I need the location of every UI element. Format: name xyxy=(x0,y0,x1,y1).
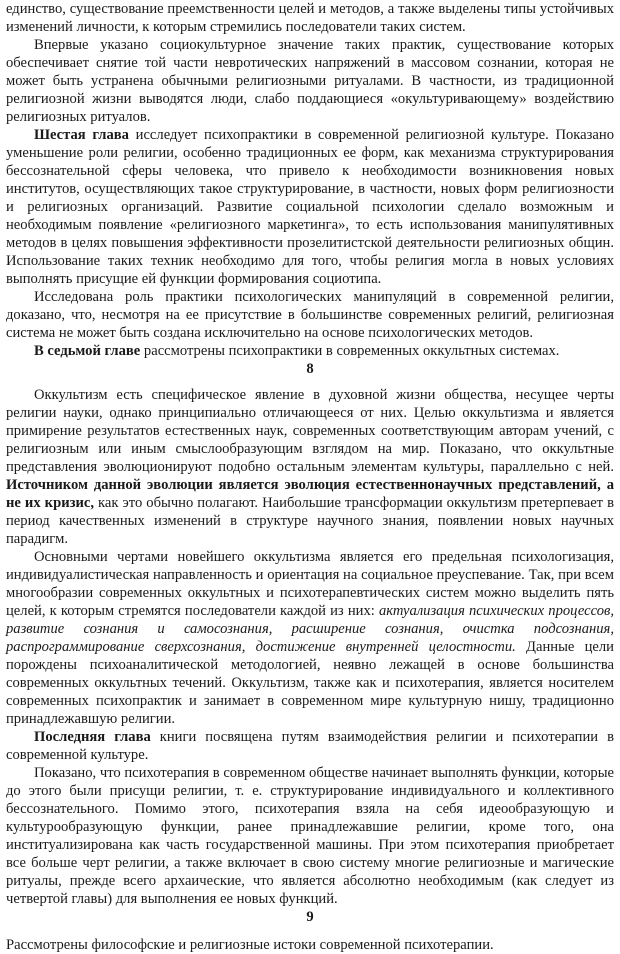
paragraph-continuation xyxy=(6,0,614,36)
emphasis-italic: актуализация психических процессов, развитие сознания и самосознания, расширение сознания, очистка подсознания, распрограммирование сверхсознания, достижение внутренней целостности. xyxy=(6,603,614,655)
document-page xyxy=(6,0,614,954)
emphasis-bold: Источником данной эволюции является эволюция естественнонаучных представлений, а не их кризис, xyxy=(6,477,614,511)
paragraph-origins xyxy=(6,936,614,954)
chapter-heading-inline: Последняя глава xyxy=(34,729,151,745)
paragraph-sociocultural xyxy=(6,36,614,126)
paragraph-text: книги посвящена путям взаимодействия религии и психотерапии в современной культуре. xyxy=(6,729,614,763)
paragraph-text: Исследована роль практики психологических манипуляций в современной религии, доказано, что, несмотря на ее присутствие в большинстве современных религий, религиозная система не может быть создана исключительно на основе психологических методов. xyxy=(6,289,614,341)
paragraph-last-chapter xyxy=(6,728,614,764)
paragraph-manipulation xyxy=(6,288,614,342)
paragraph-text: Основными чертами новейшего оккультизма является его предельная психологизация, индивидуалистическая направленность и ориентация на социальное преуспевание. Так, при всем многообразии современных оккультных и психотерапевтических систем можно выделить пять целей, к которым стремятся последователи каждой из них: xyxy=(6,549,614,619)
paragraph-text: Впервые указано социокультурное значение таких практик, существование которых обеспечивает снятие той части невротических напряжений в массовом сознании, которая не может быть устранена обычными религиозными ритуалами. В частности, из традиционной религиозной жизни выводятся люди, слабо поддающиеся «окультуривающему» воздействию религиозных ритуалов. xyxy=(6,37,614,125)
paragraph-psychotherapy xyxy=(6,764,614,908)
paragraph-text: Рассмотрены философские и религиозные истоки современной психотерапии. xyxy=(6,937,494,953)
paragraph-text: единство, существование преемственности целей и методов, а также выделены типы устойчивых изменений личности, к которым стремились последователи таких систем. xyxy=(6,1,614,35)
paragraph-occult-features xyxy=(6,548,614,728)
paragraph-chapter-six xyxy=(6,126,614,288)
paragraph-text: исследует психопрактики в современной религиозной культуре. Показано уменьшение роли религии, особенно традиционных ее форм, как механизма структурирования бессознательной сферы человека, что привело к необходимости возникновения новых институтов, осуществляющих такое структурирование, в частности, новых форм религиозности и религиозных организаций. Развитие социальной психологии сделало возможным и необходимым появление «религиозного маркетинга», то есть использования манипулятивных методов в целях повышения эффективности прозелитистской деятельности религиозных общин. Использование таких техник необходимо для того, чтобы религия могла в новых условиях выполнять присущие ей функции формирования социотипа. xyxy=(6,127,614,287)
paragraph-text: рассмотрены психопрактики в современных оккультных системах. xyxy=(140,343,560,359)
paragraph-occultism xyxy=(6,386,614,548)
chapter-heading-inline: В седьмой главе xyxy=(34,343,141,359)
paragraph-text: как это обычно полагают. Наибольшие трансформации оккультизм претерпевает в период качественных изменений в структуре научного знания, появлении новых научных парадигм. xyxy=(6,495,614,547)
page-number: 8 xyxy=(306,361,314,377)
chapter-heading-inline: Шестая глава xyxy=(34,127,129,143)
paragraph-text: Показано, что психотерапия в современном обществе начинает выполнять функции, которые до этого были присущи религии, т. е. структурирование индивидуального и коллективного бессознательного. Помимо этого, психотерапия взяла на себя идеообразующую и культурообразующую функции, ранее принадлежавшие религии, кроме того, она институализирована как часть государственной машины. При этом психотерапия приобретает все больше черт религии, а также включает в свою систему многие религиозные и магические ритуалы, прежде всего архаические, что является абсолютно необходимым (как следует из четвертой главы) для выполнения ее новых функций. xyxy=(6,765,614,907)
page-number: 9 xyxy=(306,909,314,925)
paragraph-text: Оккультизм есть специфическое явление в духовной жизни общества, несущее черты религии науки, однако принципиально отличающееся от них. Целью оккультизма и является примирение результатов естественных наук, современных соответствующим авторам учений, с религиозным или иным смыслообразующим взглядом на мир. Показано, что оккультные представления эволюционируют подобно остальным элементам культуры, параллельно с ней. xyxy=(6,387,614,475)
paragraph-chapter-seven xyxy=(6,342,614,360)
paragraph-text: Данные цели порождены психоаналитической методологией, неявно лежащей в основе большинства современных оккультных течений. Оккультизм, также как и психотерапия, является носителем современных психопрактик и занимает в современном мире культурную нишу, традиционно принадлежавшую религии. xyxy=(6,639,614,727)
